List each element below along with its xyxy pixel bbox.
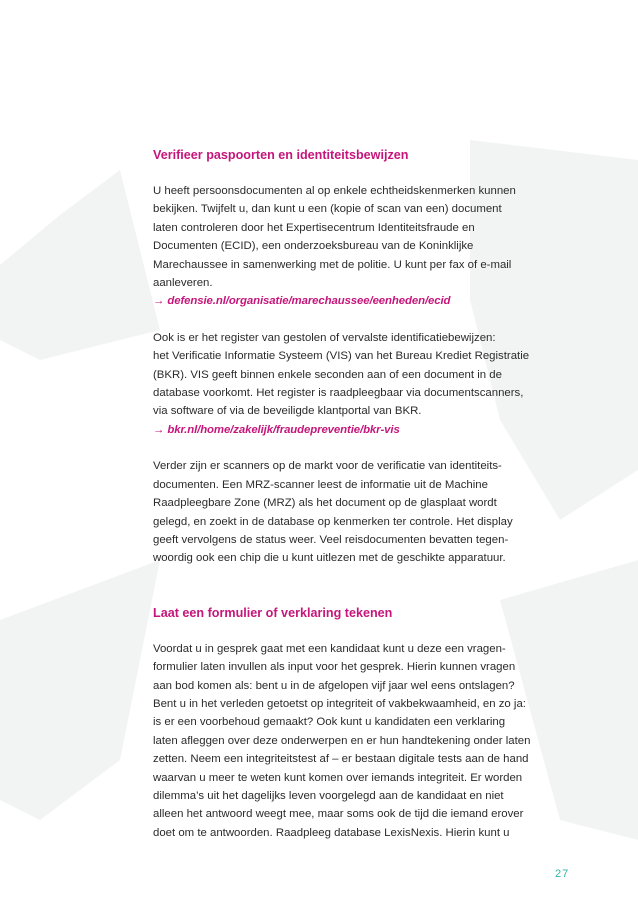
text-line: waarvan u meer te weten kunt komen over iemands integriteit. Er worden bbox=[153, 771, 523, 784]
text-line: laten afleggen over deze onderwerpen en er hun handtekening onder laten bbox=[153, 734, 531, 747]
paragraph-questionnaire bbox=[153, 640, 573, 842]
text-line: aan bod komen als: bent u in de afgelopen vijf jaar wel eens ontslagen? bbox=[153, 679, 515, 692]
text-line: (BKR). VIS geeft binnen enkele seconden aan of een document in de bbox=[153, 368, 502, 381]
text-line: Bent u in het verleden getoetst op integriteit of vakbekwaamheid, en zo ja: bbox=[153, 697, 526, 710]
text-line: doet om te antwoorden. Raadpleeg database LexisNexis. Hierin kunt u bbox=[153, 826, 510, 839]
text-line: Verder zijn er scanners op de markt voor de verificatie van identiteits- bbox=[153, 460, 502, 473]
paragraph-ecid bbox=[153, 182, 573, 292]
section-heading-form-declaration: Laat een formulier of verklaring tekenen bbox=[153, 605, 393, 620]
text-line: Documenten (ECID), een onderzoeksbureau van de Koninklijke bbox=[153, 240, 474, 253]
page-number: 27 bbox=[555, 868, 570, 880]
text-line: formulier laten invullen als input voor het gesprek. Hierin kunnen vragen bbox=[153, 661, 516, 674]
text-line: bekijken. Twijfelt u, dan kunt u een (kopie of scan van een) document bbox=[153, 203, 502, 216]
document-body bbox=[153, 146, 573, 842]
paragraph-spacer bbox=[153, 311, 573, 329]
text-line: woordig ook een chip die u kunt uitlezen met de geschikte apparatuur. bbox=[153, 552, 506, 565]
text-line: via software of via de beveiligde klantportal van BKR. bbox=[153, 405, 422, 418]
text-line: database voorkomt. Het register is raadpleegbaar via documentscanners, bbox=[153, 387, 524, 400]
paragraph-scanners bbox=[153, 457, 573, 567]
link-defensie-ecid[interactable]: → defensie.nl/organisatie/marechaussee/eenheden/ecid bbox=[153, 295, 451, 308]
text-line: dilemma’s uit het dagelijks leven voorgelegd aan de kandidaat en niet bbox=[153, 789, 504, 802]
text-line: is er een voorbehoud gemaakt? Ook kunt u kandidaten een verklaring bbox=[153, 716, 506, 729]
text-line: alleen het antwoord weegt mee, maar soms ook de tijd die iemand erover bbox=[153, 808, 524, 821]
section-spacer bbox=[153, 568, 573, 586]
text-line: het Verificatie Informatie Systeem (VIS) van het Bureau Krediet Registratie bbox=[153, 350, 530, 363]
paragraph-vis-register bbox=[153, 329, 573, 421]
text-line: Marechaussee in samenwerking met de politie. U kunt per fax of e-mail bbox=[153, 258, 512, 271]
link-bkr-vis[interactable]: → bkr.nl/home/zakelijk/fraudepreventie/bkr-vis bbox=[153, 423, 400, 436]
text-line: Raadpleegbare Zone (MRZ) als het document op de glasplaat wordt bbox=[153, 497, 497, 510]
text-line: Voordat u in gesprek gaat met een kandidaat kunt u deze een vragen- bbox=[153, 642, 506, 655]
text-line: gelegd, en zoekt in de database op kenmerken ter controle. Het display bbox=[153, 515, 513, 528]
text-line: zetten. Neem een integriteitstest af – er bestaan digitale tests aan de hand bbox=[153, 753, 529, 766]
section-heading-verify-passports: Verifieer paspoorten en identiteitsbewijzen bbox=[153, 148, 409, 162]
text-line: Ook is er het register van gestolen of vervalste identificatiebewijzen: bbox=[153, 331, 496, 344]
text-line: geeft vervolgens de status weer. Veel reisdocumenten bevatten tegen- bbox=[153, 533, 509, 546]
text-line: laten controleren door het Expertisecentrum Identiteitsfraude en bbox=[153, 221, 475, 234]
paragraph-spacer bbox=[153, 439, 573, 457]
text-line: aanleveren. bbox=[153, 277, 213, 290]
text-line: documenten. Een MRZ-scanner leest de informatie uit de Machine bbox=[153, 478, 488, 491]
text-line: U heeft persoonsdocumenten al op enkele echtheidskenmerken kunnen bbox=[153, 185, 516, 197]
